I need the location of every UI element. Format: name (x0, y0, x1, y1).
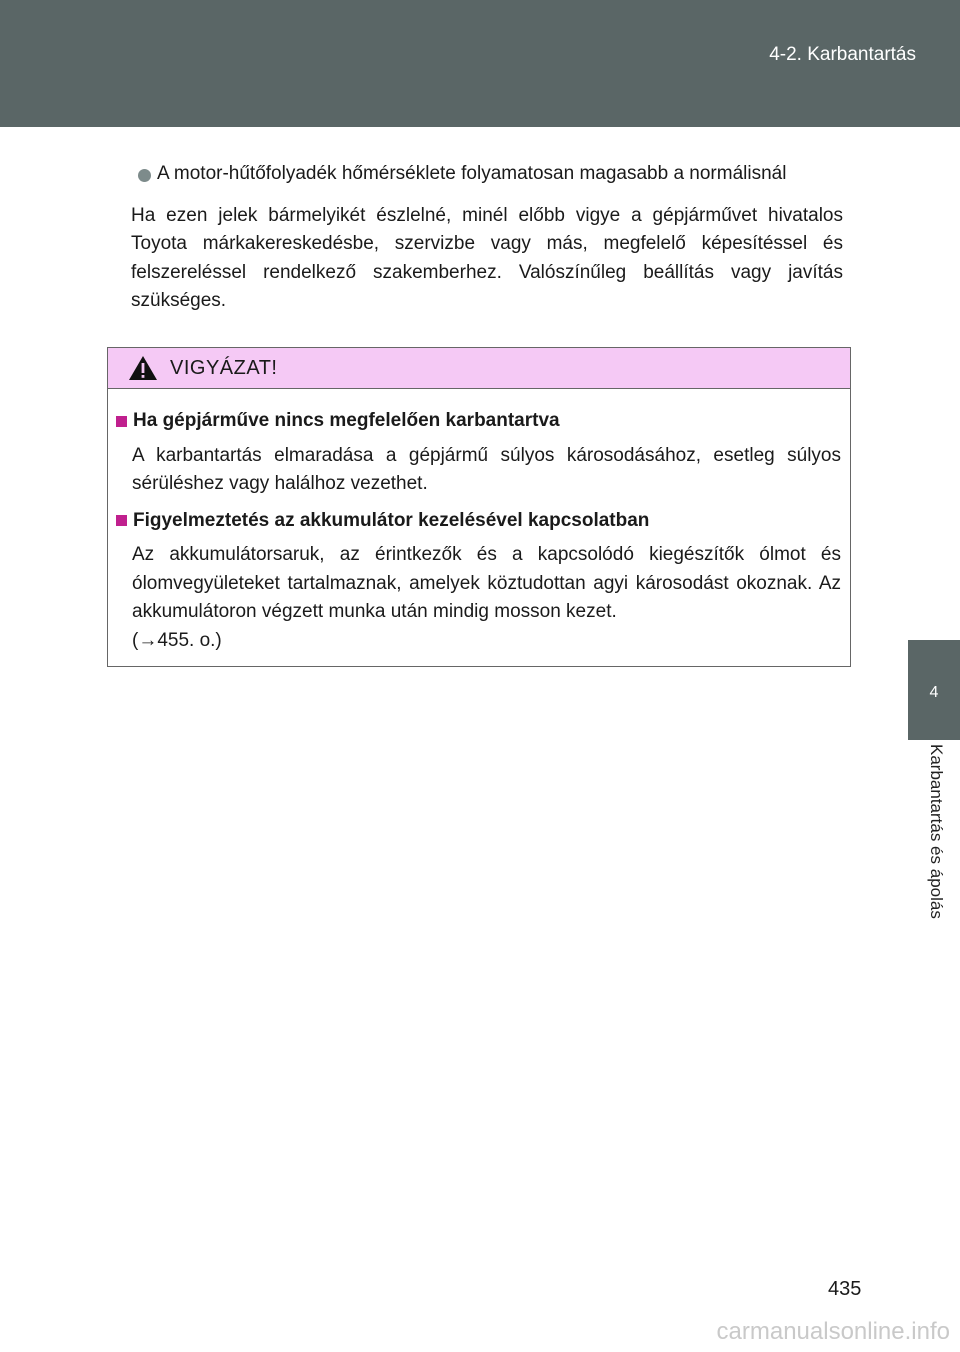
page-number: 435 (828, 1278, 862, 1300)
caution-title: VIGYÁZAT! (170, 356, 278, 379)
caution-subheading (116, 407, 841, 436)
caution-body (108, 389, 850, 655)
page-reference-link[interactable]: (→455. o.) (132, 629, 222, 651)
chapter-label: Karbantartás és ápolás (927, 744, 946, 919)
watermark: carmanualsonline.info (716, 1318, 950, 1345)
caution-heading-2: Figyelmeztetés az akkumulátor kezelésével kapcsolatban (133, 509, 650, 531)
caution-text-2-body: Az akkumulátorsaruk, az érintkezők és a kapcsolódó kiegészítők ólmot és ólomvegyületeket tartalmaznak, amelyek köztudottan agyi károsodást okoznak. Az akkumulátoron végzett munka után mindig mosson kezet. (132, 544, 841, 622)
warning-triangle-icon (128, 355, 158, 381)
bullet-text: A motor-hűtőfolyadék hőmérséklete folyamatosan magasabb a normálisnál (157, 163, 787, 184)
caution-heading-1: Ha gépjárműve nincs megfelelően karbantartva (133, 410, 560, 431)
bullet-item (138, 160, 843, 189)
section-title: 4-2. Karbantartás (769, 44, 916, 65)
header-bar (0, 0, 960, 127)
body-paragraph: Ha ezen jelek bármelyikét észlelné, minél előbb vigye a gépjárművet hivatalos Toyota márkakereskedésbe, szervizbe vagy más, megfelelő képesítéssel és felszereléssel rendelkező szakemberhez. Valószínűleg beállítás vagy javítás szükséges. (131, 204, 843, 311)
square-bullet-icon (116, 515, 127, 526)
chapter-number: 4 (929, 684, 939, 701)
square-bullet-icon (116, 416, 127, 427)
caution-box (107, 347, 851, 667)
caution-subheading (116, 507, 841, 536)
main-content (131, 160, 843, 316)
round-bullet-icon (138, 169, 151, 182)
caution-text-2 (132, 541, 841, 655)
chapter-tab[interactable] (908, 640, 960, 740)
caution-header (108, 348, 850, 389)
caution-text-1: A karbantartás elmaradása a gépjármű súlyos károsodásához, esetleg súlyos sérüléshez vagy halálhoz vezethet. (132, 444, 841, 494)
